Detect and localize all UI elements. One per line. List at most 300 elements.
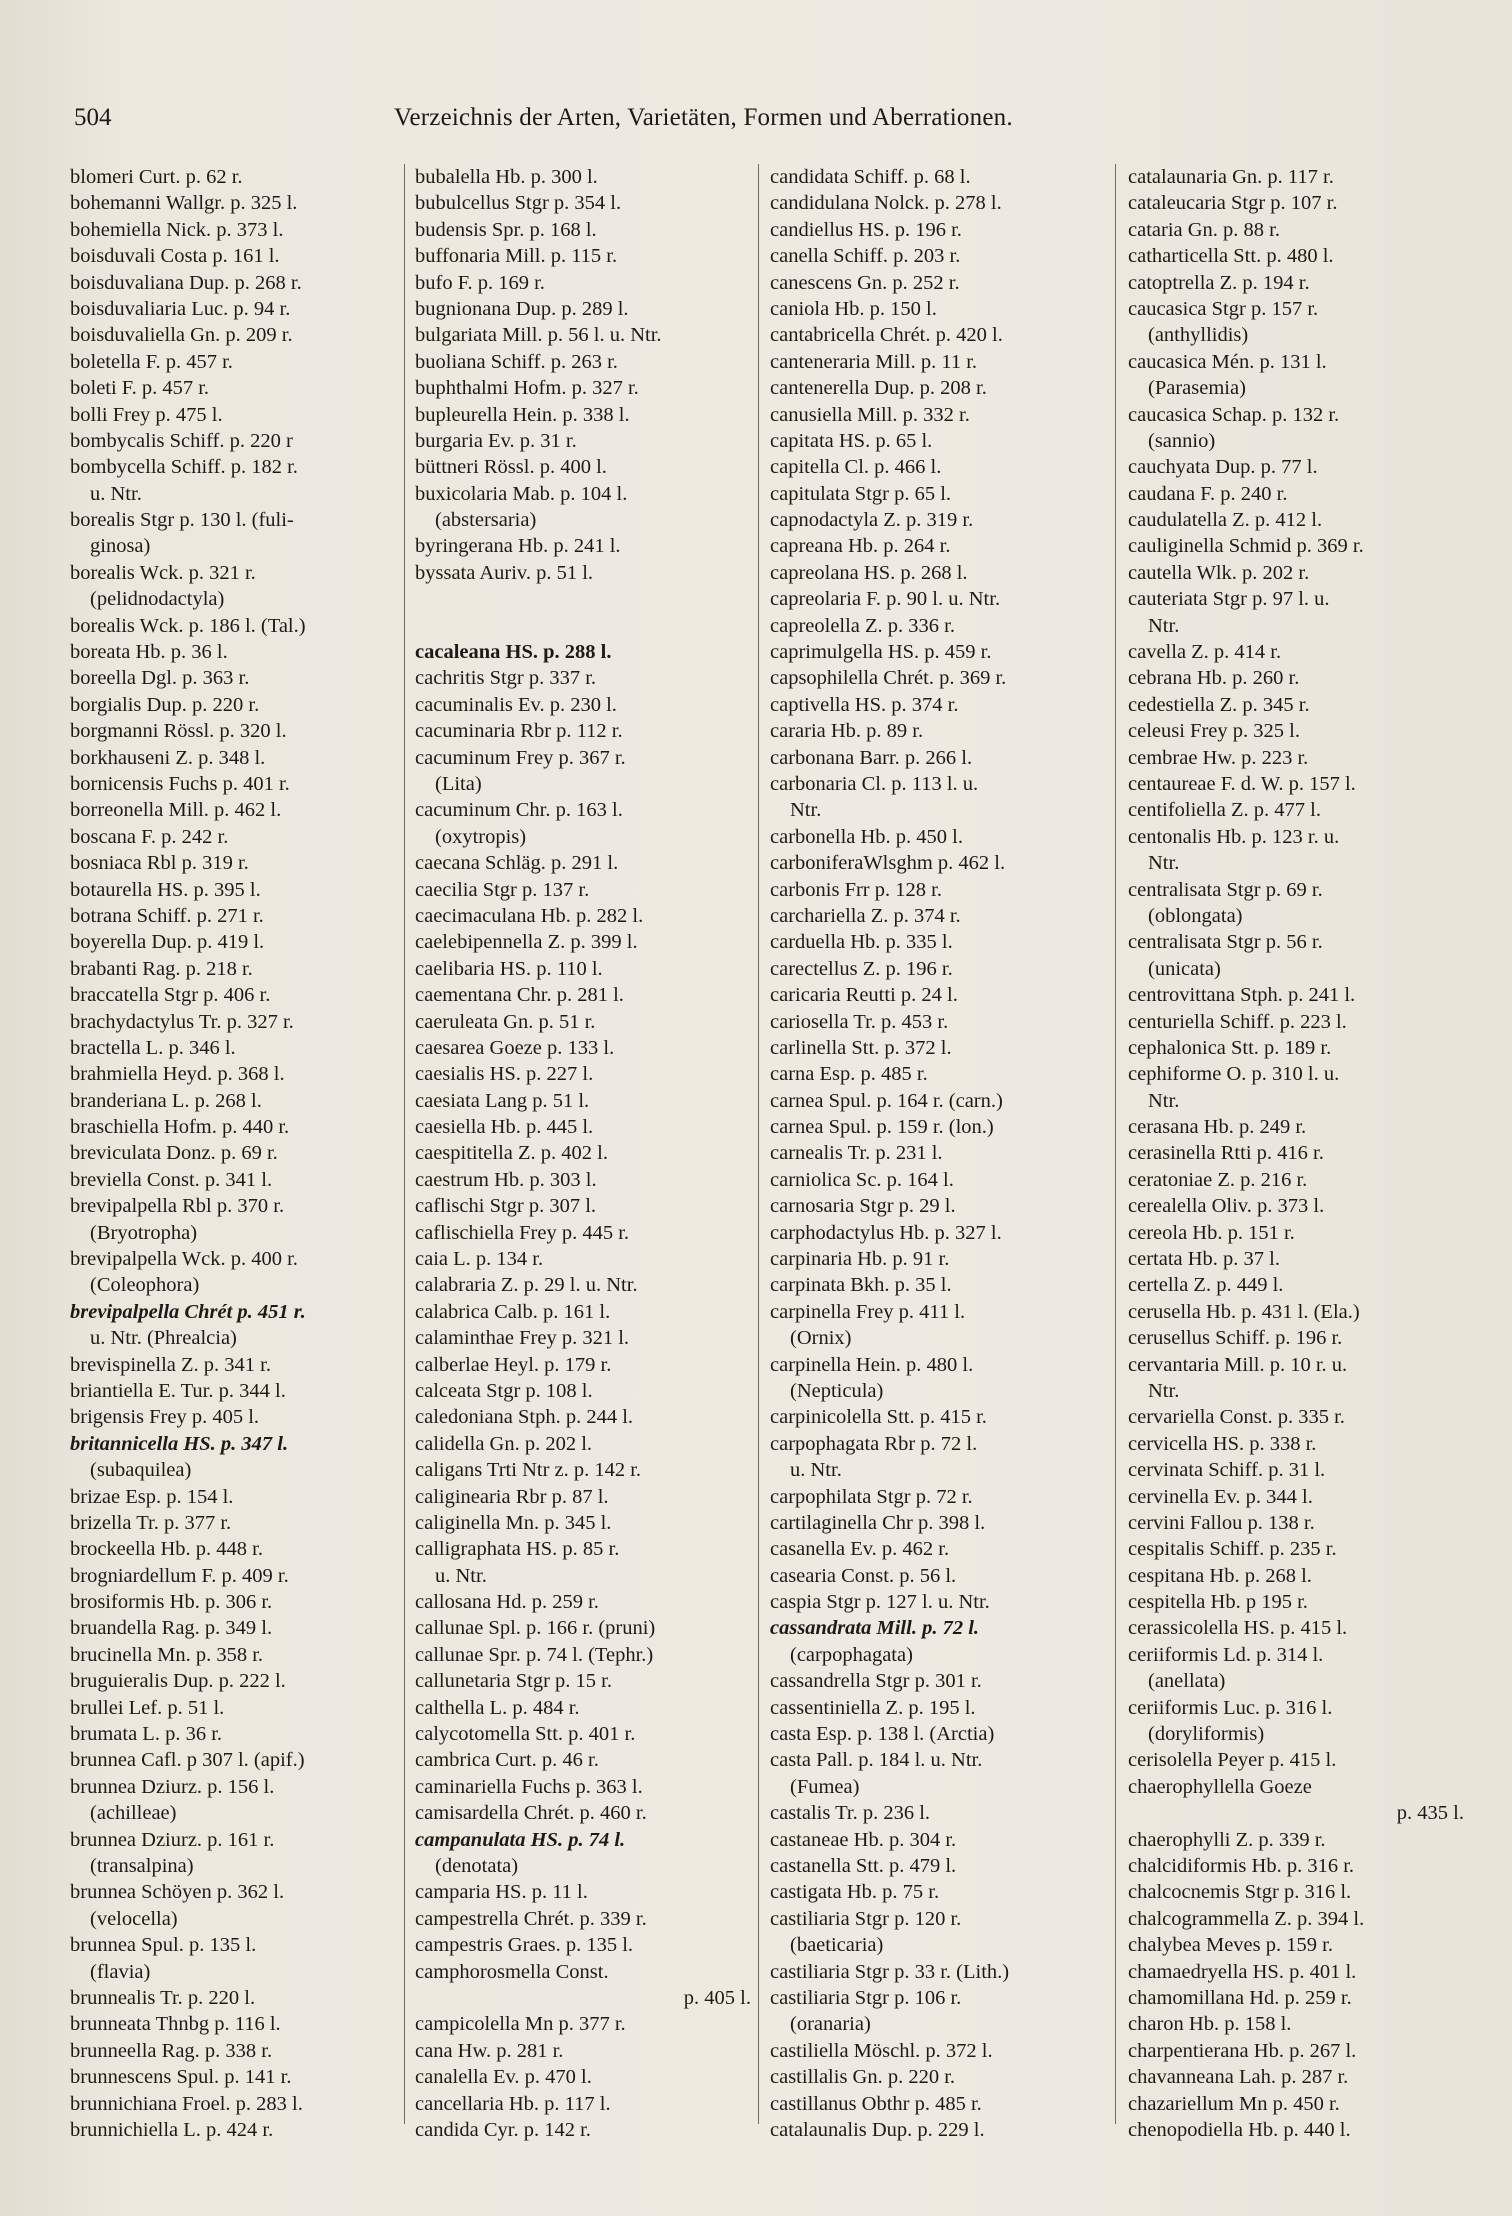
index-entry: capitella Cl. p. 466 l.	[770, 456, 942, 479]
index-entry: cerasana Hb. p. 249 r.	[1128, 1116, 1307, 1139]
index-entry: cachritis Stgr p. 337 r.	[415, 667, 597, 690]
index-entry: (oblongata)	[1148, 904, 1243, 927]
index-entry: brunnea Dziurz. p. 161 r.	[70, 1828, 275, 1851]
index-entry: chamomillana Hd. p. 259 r.	[1128, 1986, 1352, 2009]
index-entry: bulgariata Mill. p. 56 l. u. Ntr.	[415, 324, 662, 347]
index-entry: brunnea Dziurz. p. 156 l.	[70, 1775, 275, 1798]
index-column-2	[415, 164, 757, 2154]
index-entry: (flavia)	[90, 1960, 151, 1983]
index-entry: capreana Hb. p. 264 r.	[770, 535, 951, 558]
index-entry: caligineаria Rbr p. 87 l.	[415, 1485, 609, 1508]
index-entry: bornicensis Fuchs p. 401 r.	[70, 772, 290, 795]
index-entry: chalybea Meves p. 159 r.	[1128, 1934, 1333, 1957]
index-entry: Ntr.	[1148, 1379, 1180, 1402]
index-entry: cacuminalis Ev. p. 230 l.	[415, 693, 617, 716]
index-entry: canalella Ev. p. 470 l.	[415, 2066, 592, 2089]
index-entry: certella Z. p. 449 l.	[1128, 1274, 1284, 1297]
index-entry: caia L. p. 134 r.	[415, 1248, 544, 1271]
index-entry: carlinella Stt. p. 372 l.	[770, 1036, 952, 1059]
index-entry: cephiforme O. p. 310 l. u.	[1128, 1063, 1340, 1086]
index-entry: capitulata Stgr p. 65 l.	[770, 482, 952, 505]
index-entry: capitata HS. p. 65 l.	[770, 429, 933, 452]
index-entry: braschiella Hofm. p. 440 r.	[70, 1116, 290, 1139]
index-entry: callosana Hd. p. 259 r.	[415, 1591, 599, 1614]
index-entry: carbonis Frr p. 128 r.	[770, 878, 942, 901]
index-entry: caledoniana Stph. p. 244 l.	[415, 1406, 634, 1429]
index-entry: brizella Tr. p. 377 r.	[70, 1511, 232, 1534]
index-entry: brumata L. p. 36 r.	[70, 1723, 223, 1746]
blank-line	[415, 586, 757, 612]
index-entry: brevispinella Z. p. 341 r.	[70, 1353, 271, 1376]
index-entry: centralisata Stgr p. 69 r.	[1128, 878, 1323, 901]
index-entry: boisduvaliella Gn. p. 209 r.	[70, 324, 293, 347]
index-entry: boreella Dgl. p. 363 r.	[70, 667, 250, 690]
index-entry: brunnea Cafl. p 307 l. (apif.)	[70, 1749, 305, 1772]
index-entry: caudulatella Z. p. 412 l.	[1128, 509, 1323, 532]
index-entry: charon Hb. p. 158 l.	[1128, 2013, 1292, 2036]
index-entry: brevipalpella Chrét p. 451 r.	[70, 1300, 306, 1323]
index-entry: botaurella HS. p. 395 l.	[70, 878, 261, 901]
index-entry: cauliginella Schmid p. 369 r.	[1128, 535, 1364, 558]
index-entry: cespitella Hb. p 195 r.	[1128, 1591, 1308, 1614]
index-entry: cerusella Hb. p. 431 l. (Ela.)	[1128, 1300, 1360, 1323]
index-entry: braccatella Stgr p. 406 r.	[70, 984, 271, 1007]
index-entry: chalcocnemis Stgr p. 316 l.	[1128, 1881, 1352, 1904]
index-entry: caligans Trti Ntr z. p. 142 r.	[415, 1459, 642, 1482]
index-entry: castiliaria Stgr p. 120 r.	[770, 1907, 962, 1930]
index-entry: cantabricella Chrét. p. 420 l.	[770, 324, 1003, 347]
index-entry: cerusellus Schiff. p. 196 r.	[1128, 1327, 1343, 1350]
index-entry: breviella Const. p. 341 l.	[70, 1168, 273, 1191]
index-entry: carnea Spul. p. 159 r. (lon.)	[770, 1116, 994, 1139]
index-entry: callunetaria Stgr p. 15 r.	[415, 1670, 612, 1693]
index-entry: carniolica Sc. p. 164 l.	[770, 1168, 954, 1191]
page-header	[74, 100, 1454, 136]
index-entry: p. 405 l.	[683, 1986, 751, 2009]
index-entry: castillanus Obthr p. 485 r.	[770, 2092, 982, 2115]
index-entry: brucinella Mn. p. 358 r.	[70, 1643, 264, 1666]
index-entry: bruandella Rag. p. 349 l.	[70, 1617, 273, 1640]
index-entry: cacuminaria Rbr p. 112 r.	[415, 720, 623, 743]
index-entry: buxicolaria Mab. p. 104 l.	[415, 482, 628, 505]
page-title: Verzeichnis der Arten, Varietäten, Formen und Aberrationen.	[394, 104, 1013, 131]
index-entry: caesarea Goeze p. 133 l.	[415, 1036, 615, 1059]
index-entry: Ntr.	[1148, 1089, 1180, 1112]
index-entry: captivella HS. p. 374 r.	[770, 693, 959, 716]
index-entry: cartilaginella Chr p. 398 l.	[770, 1511, 986, 1534]
index-entry: callunae Spl. p. 166 r. (pruni)	[415, 1617, 656, 1640]
index-entry: cararia Hb. p. 89 r.	[770, 720, 924, 743]
index-entry: brunneata Thnbg p. 116 l.	[70, 2013, 281, 2036]
index-entry: caflischi Stgr p. 307 l.	[415, 1195, 597, 1218]
index-entry: centralisata Stgr p. 56 r.	[1128, 931, 1323, 954]
index-entry: chaerophyllella Goeze	[1128, 1775, 1312, 1798]
index-entry: bohemiella Nick. p. 373 l.	[70, 218, 284, 241]
index-entry: caementana Chr. p. 281 l.	[415, 984, 624, 1007]
index-entry: caelibaria HS. p. 110 l.	[415, 957, 603, 980]
index-entry: candida Cyr. p. 142 r.	[415, 2118, 591, 2141]
index-entry: brabanti Rag. p. 218 r.	[70, 957, 253, 980]
index-entry: boleti F. p. 457 r.	[70, 377, 210, 400]
index-entry: cana Hw. p. 281 r.	[415, 2039, 564, 2062]
index-entry: bombycella Schiff. p. 182 r.	[70, 456, 298, 479]
index-entry: britannicella HS. p. 347 l.	[70, 1432, 289, 1455]
index-entry: borkhauseni Z. p. 348 l.	[70, 746, 266, 769]
index-entry: buoliana Schiff. p. 263 r.	[415, 350, 618, 373]
index-entry: u. Ntr.	[790, 1459, 842, 1482]
index-entry: celeusi Frey p. 325 l.	[1128, 720, 1300, 743]
index-entry: cantenerella Dup. p. 208 r.	[770, 377, 987, 400]
index-entry: bohemanni Wallgr. p. 325 l.	[70, 192, 298, 215]
index-entry: castaneae Hb. p. 304 r.	[770, 1828, 957, 1851]
index-entry: boletella F. p. 457 r.	[70, 350, 233, 373]
index-entry: calberlae Heyl. p. 179 r.	[415, 1353, 612, 1376]
index-entry: brahmiella Heyd. p. 368 l.	[70, 1063, 285, 1086]
index-entry: cervini Fallou p. 138 r.	[1128, 1511, 1315, 1534]
index-entry: cespitalis Schiff. p. 235 r.	[1128, 1538, 1337, 1561]
index-entry: borealis Wck. p. 186 l. (Tal.)	[70, 614, 306, 637]
index-entry: carduella Hb. p. 335 l.	[770, 931, 953, 954]
index-entry: (denotata)	[435, 1855, 519, 1877]
index-entry: burgaria Ev. p. 31 r.	[415, 429, 577, 452]
index-entry: caesialis HS. p. 227 l.	[415, 1063, 594, 1086]
index-entry: p. 435 l.	[1396, 1802, 1464, 1825]
index-entry: bombycalis Schiff. p. 220 r	[70, 429, 293, 452]
index-entry: carpinella Hein. p. 480 l.	[770, 1353, 974, 1376]
index-entry: boisduvaliana Dup. p. 268 r.	[70, 271, 302, 294]
index-entry: (anthyllidis)	[1148, 324, 1249, 347]
index-entry: boscana F. p. 242 r.	[70, 825, 229, 848]
index-entry: campestrella Chrét. p. 339 r.	[415, 1907, 647, 1930]
index-entry: cerassicolella HS. p. 415 l.	[1128, 1617, 1348, 1640]
index-entry: castiliella Möschl. p. 372 l.	[770, 2039, 993, 2062]
index-entry: calthella L. p. 484 r.	[415, 1696, 580, 1719]
index-entry: centifoliella Z. p. 477 l.	[1128, 799, 1321, 822]
index-entry: cervicella HS. p. 338 r.	[1128, 1432, 1317, 1455]
index-entry: cacuminum Chr. p. 163 l.	[415, 799, 623, 822]
index-entry: brunnea Spul. p. 135 l.	[70, 1934, 257, 1957]
index-entry: catharticella Stt. p. 480 l.	[1128, 245, 1334, 268]
index-entry: (oranaria)	[790, 2013, 871, 2036]
index-entry: campestris Graes. p. 135 l.	[415, 1934, 634, 1957]
index-entry: brunnealis Tr. p. 220 l.	[70, 1986, 256, 2009]
index-entry: borealis Wck. p. 321 r.	[70, 561, 256, 584]
index-column-4	[1128, 164, 1470, 2154]
index-entry: caecimaculana Hb. p. 282 l.	[415, 904, 644, 927]
index-entry: cephalonica Stt. p. 189 r.	[1128, 1036, 1332, 1059]
index-entry: catalaunaria Gn. p. 117 r.	[1128, 166, 1334, 188]
index-entry: capreolella Z. p. 336 r.	[770, 614, 956, 637]
index-entry: caricaria Reutti p. 24 l.	[770, 984, 958, 1007]
index-entry: charpentierana Hb. p. 267 l.	[1128, 2039, 1357, 2062]
index-entry: caesiata Lang p. 51 l.	[415, 1089, 590, 1112]
index-entry: casta Esp. p. 138 l. (Arctia)	[770, 1723, 995, 1746]
index-entry: cervariella Const. p. 335 r.	[1128, 1406, 1345, 1429]
index-entry: canusiella Mill. p. 332 r.	[770, 403, 970, 426]
index-entry: byringerana Hb. p. 241 l.	[415, 535, 621, 558]
index-entry: cerasinella Rtti p. 416 r.	[1128, 1142, 1324, 1165]
index-entry: castiliaria Stgr p. 33 r. (Lith.)	[770, 1960, 1010, 1983]
index-entry: carpinaria Hb. p. 91 r.	[770, 1248, 950, 1271]
index-entry: castiliaria Stgr p. 106 r.	[770, 1986, 962, 2009]
index-entry: brunneella Rag. p. 338 r.	[70, 2039, 273, 2062]
index-entry: cautella Wlk. p. 202 r.	[1128, 561, 1310, 584]
index-entry: carectellus Z. p. 196 r.	[770, 957, 953, 980]
index-column-1	[70, 164, 412, 2154]
index-entry: candidata Schiff. p. 68 l.	[770, 166, 971, 188]
index-entry: cancellaria Hb. p. 117 l.	[415, 2092, 611, 2115]
index-entry: (baeticaria)	[790, 1934, 884, 1957]
index-entry: campicolella Mn p. 377 r.	[415, 2013, 626, 2036]
column-divider	[758, 164, 759, 2124]
index-entry: (unicata)	[1148, 957, 1221, 980]
index-entry: caudana F. p. 240 r.	[1128, 482, 1288, 505]
index-entry: boyerella Dup. p. 419 l.	[70, 931, 265, 954]
index-entry: centonalis Hb. p. 123 r. u.	[1128, 825, 1340, 848]
index-entry: calabrica Calb. p. 161 l.	[415, 1300, 611, 1323]
index-entry: caesiella Hb. p. 445 l.	[415, 1116, 594, 1139]
index-entry: blomeri Curt. p. 62 r.	[70, 166, 243, 188]
index-entry: ceratoniae Z. p. 216 r.	[1128, 1168, 1308, 1191]
index-entry: bubulcellus Stgr p. 354 l.	[415, 192, 622, 215]
index-entry: carnealis Tr. p. 231 l.	[770, 1142, 943, 1165]
index-entry: (Parasemia)	[1148, 377, 1246, 400]
index-entry: certata Hb. p. 37 l.	[1128, 1248, 1280, 1271]
index-entry: bolli Frey p. 475 l.	[70, 403, 223, 426]
index-entry: carboniferaWlsghm p. 462 l.	[770, 852, 1006, 875]
index-entry: caelebipennella Z. p. 399 l.	[415, 931, 638, 954]
index-entry: brunnescens Spul. p. 141 r.	[70, 2066, 292, 2089]
index-entry: calaminthae Frey p. 321 l.	[415, 1327, 630, 1350]
index-entry: cacaleana HS. p. 288 l.	[415, 641, 612, 664]
index-entry: branderiana L. p. 268 l.	[70, 1089, 262, 1112]
index-entry: brosiformis Hb. p. 306 r.	[70, 1591, 273, 1614]
index-entry: canteneraria Mill. p. 11 r.	[770, 350, 978, 373]
index-column-3	[770, 164, 1112, 2154]
index-entry: calceata Stgr p. 108 l.	[415, 1379, 593, 1402]
index-entry: cassandrella Stgr p. 301 r.	[770, 1670, 982, 1693]
index-entry: cereola Hb. p. 151 r.	[1128, 1221, 1295, 1244]
index-entry: cavella Z. p. 414 r.	[1128, 641, 1282, 664]
index-entry: carpinicolella Stt. p. 415 r.	[770, 1406, 987, 1429]
index-entry: chamaedryella HS. p. 401 l.	[1128, 1960, 1357, 1983]
index-entry: caminariella Fuchs p. 363 l.	[415, 1775, 643, 1798]
index-entry: (Ornix)	[790, 1327, 852, 1350]
index-entry: carbonella Hb. p. 450 l.	[770, 825, 963, 848]
index-entry: boisduvali Costa p. 161 l.	[70, 245, 280, 268]
index-entry: u. Ntr.	[435, 1564, 487, 1587]
index-entry: cebrana Hb. p. 260 r.	[1128, 667, 1300, 690]
index-entry: (achilleae)	[90, 1802, 177, 1825]
index-entry: (abstersaria)	[435, 509, 537, 532]
index-entry: brigensis Frey p. 405 l.	[70, 1406, 260, 1429]
index-entry: budensis Spr. p. 168 l.	[415, 218, 597, 241]
index-entry: chalcogrammella Z. p. 394 l.	[1128, 1907, 1365, 1930]
index-entry: (Lita)	[435, 772, 482, 795]
index-entry: borgmanni Rössl. p. 320 l.	[70, 720, 287, 743]
index-entry: casanella Ev. p. 462 r.	[770, 1538, 950, 1561]
index-entry: brogniardellum F. p. 409 r.	[70, 1564, 289, 1587]
index-entry: cauteriata Stgr p. 97 l. u.	[1128, 588, 1330, 611]
index-entry: caucasica Schap. p. 132 r.	[1128, 403, 1340, 426]
blank-line	[415, 613, 757, 639]
index-entry: canescens Gn. p. 252 r.	[770, 271, 960, 294]
index-entry: botrana Schiff. p. 271 r.	[70, 904, 264, 927]
index-entry: boisduvaliaria Luc. p. 94 r.	[70, 297, 291, 320]
index-entry: Ntr.	[1148, 852, 1180, 875]
page-number: 504	[74, 104, 112, 131]
index-entry: (anellata)	[1148, 1670, 1226, 1693]
index-entry: cervinata Schiff. p. 31 l.	[1128, 1459, 1326, 1482]
index-entry: bufo F. p. 169 r.	[415, 271, 545, 294]
index-entry: caflischiella Frey p. 445 r.	[415, 1221, 630, 1244]
index-entry: bupleurella Hein. p. 338 l.	[415, 403, 630, 426]
index-entry: carbonana Barr. p. 266 l.	[770, 746, 973, 769]
index-entry: caucasica Mén. p. 131 l.	[1128, 350, 1327, 373]
index-entry: cerealella Oliv. p. 373 l.	[1128, 1195, 1325, 1218]
index-entry: carchariella Z. p. 374 r.	[770, 904, 961, 927]
index-entry: (pelidnodactyla)	[90, 588, 225, 611]
index-entry: bugnionana Dup. p. 289 l.	[415, 297, 629, 320]
index-entry: caecana Schläg. p. 291 l.	[415, 852, 619, 875]
index-entry: caucasica Stgr p. 157 r.	[1128, 297, 1319, 320]
index-entry: caliginella Mn. p. 345 l.	[415, 1511, 612, 1534]
index-entry: calligraphata HS. p. 85 r.	[415, 1538, 620, 1561]
index-entry: brevipalpella Rbl p. 370 r.	[70, 1195, 285, 1218]
index-entry: (carpophagata)	[790, 1643, 913, 1666]
index-entry: centrovittana Stph. p. 241 l.	[1128, 984, 1356, 1007]
index-entry: catalaunalis Dup. p. 229 l.	[770, 2118, 985, 2141]
index-entry: castanella Stt. p. 479 l.	[770, 1855, 957, 1877]
index-entry: brachydactylus Tr. p. 327 r.	[70, 1010, 294, 1033]
index-entry: casta Pall. p. 184 l. u. Ntr.	[770, 1749, 983, 1772]
index-entry: borealis Stgr p. 130 l. (fuli-	[70, 509, 294, 532]
index-entry: buffonaria Mill. p. 115 r.	[415, 245, 618, 268]
index-entry: candiellus HS. p. 196 r.	[770, 218, 962, 241]
index-entry: caestrum Hb. p. 303 l.	[415, 1168, 597, 1191]
index-entry: (velocella)	[90, 1907, 178, 1930]
index-entry: büttneri Rössl. p. 400 l.	[415, 456, 607, 479]
index-entry: caspia Stgr p. 127 l. u. Ntr.	[770, 1591, 990, 1614]
index-entry: candidulana Nolck. p. 278 l.	[770, 192, 1002, 215]
index-entry: byssata Auriv. p. 51 l.	[415, 561, 594, 584]
index-entry: caecilia Stgr p. 137 r.	[415, 878, 590, 901]
index-entry: cariosella Tr. p. 453 r.	[770, 1010, 949, 1033]
index-entry: cauchyata Dup. p. 77 l.	[1128, 456, 1318, 479]
index-entry: (doryliformis)	[1148, 1723, 1265, 1746]
index-entry: callunae Spr. p. 74 l. (Tephr.)	[415, 1643, 654, 1666]
index-entry: ginosa)	[90, 535, 151, 558]
index-entry: calidella Gn. p. 202 l.	[415, 1432, 593, 1455]
index-entry: brunnea Schöyen p. 362 l.	[70, 1881, 285, 1904]
index-entry: Ntr.	[1148, 614, 1180, 637]
index-entry: borgialis Dup. p. 220 r.	[70, 693, 260, 716]
index-entry: bractella L. p. 346 l.	[70, 1036, 236, 1059]
index-entry: Ntr.	[790, 799, 822, 822]
index-entry: (sannio)	[1148, 429, 1216, 452]
index-entry: breviculata Donz. p. 69 r.	[70, 1142, 278, 1165]
index-entry: cassentiniella Z. p. 195 l.	[770, 1696, 976, 1719]
index-entry: casearia Const. p. 56 l.	[770, 1564, 957, 1587]
index-entry: camphorosmella Const.	[415, 1960, 609, 1983]
index-entry: bubalella Hb. p. 300 l.	[415, 166, 598, 188]
index-entry: capreolaria F. p. 90 l. u. Ntr.	[770, 588, 1001, 611]
index-entry: (Coleophora)	[90, 1274, 200, 1297]
index-entry: carpophagata Rbr p. 72 l.	[770, 1432, 978, 1455]
index-entry: carnosaria Stgr p. 29 l.	[770, 1195, 956, 1218]
index-entry: boreata Hb. p. 36 l.	[70, 641, 228, 664]
index-entry: brullei Lef. p. 51 l.	[70, 1696, 225, 1719]
index-entry: cespitana Hb. p. 268 l.	[1128, 1564, 1312, 1587]
index-entry: brizae Esp. p. 154 l.	[70, 1485, 234, 1508]
index-entry: carnea Spul. p. 164 r. (carn.)	[770, 1089, 1003, 1112]
index-entry: cervinella Ev. p. 344 l.	[1128, 1485, 1313, 1508]
index-entry: carphodactylus Hb. p. 327 l.	[770, 1221, 1002, 1244]
index-entry: cerisolella Peyer p. 415 l.	[1128, 1749, 1337, 1772]
index-entry: castalis Tr. p. 236 l.	[770, 1802, 931, 1825]
index-entry: centaureae F. d. W. p. 157 l.	[1128, 772, 1356, 795]
index-entry: catoptrella Z. p. 194 r.	[1128, 271, 1310, 294]
index-entry: brunnichiana Froel. p. 283 l.	[70, 2092, 303, 2115]
index-entry: borreonella Mill. p. 462 l.	[70, 799, 282, 822]
index-entry: campanulata HS. p. 74 l.	[415, 1828, 626, 1851]
index-entry: cervantaria Mill. p. 10 r. u.	[1128, 1353, 1348, 1376]
index-entry: capsophilella Chrét. p. 369 r.	[770, 667, 1007, 690]
index-entry: briantiella E. Tur. p. 344 l.	[70, 1379, 286, 1402]
index-entry: u. Ntr.	[90, 482, 142, 505]
index-entry: brevipalpella Wck. p. 400 r.	[70, 1248, 298, 1271]
index-entry: carpophilata Stgr p. 72 r.	[770, 1485, 973, 1508]
index-entry: calabraria Z. p. 29 l. u. Ntr.	[415, 1274, 638, 1297]
index-entry: carpinella Frey p. 411 l.	[770, 1300, 966, 1323]
index-entry: cataleucaria Stgr p. 107 r.	[1128, 192, 1338, 215]
index-entry: ceriiformis Luc. p. 316 l.	[1128, 1696, 1333, 1719]
index-entry: capnodactyla Z. p. 319 r.	[770, 509, 974, 532]
index-entry: cembrae Hw. p. 223 r.	[1128, 746, 1309, 769]
index-entry: camisardella Chrét. p. 460 r.	[415, 1802, 647, 1825]
index-entry: chazariellum Mn p. 450 r.	[1128, 2092, 1340, 2115]
index-entry: camparia HS. p. 11 l.	[415, 1881, 588, 1904]
index-entry: brunnichiella L. p. 424 r.	[70, 2118, 274, 2141]
index-entry: u. Ntr. (Phrealcia)	[90, 1327, 237, 1350]
index-entry: chaerophylli Z. p. 339 r.	[1128, 1828, 1326, 1851]
index-entry: carpinata Bkh. p. 35 l.	[770, 1274, 952, 1297]
index-entry: castigata Hb. p. 75 r.	[770, 1881, 940, 1904]
index-entry: (Fumea)	[790, 1775, 860, 1798]
index-entry: brockeella Hb. p. 448 r.	[70, 1538, 263, 1561]
index-entry: canella Schiff. p. 203 r.	[770, 245, 961, 268]
index-entry: chavanneana Lah. p. 287 r.	[1128, 2066, 1349, 2089]
index-entry: buphthalmi Hofm. p. 327 r.	[415, 377, 639, 400]
index-entry: ceriiformis Ld. p. 314 l.	[1128, 1643, 1324, 1666]
index-entry: caniola Hb. p. 150 l.	[770, 297, 937, 320]
index-entry: cacuminum Frey p. 367 r.	[415, 746, 626, 769]
index-entry: cassandrata Mill. p. 72 l.	[770, 1617, 980, 1640]
index-entry: centuriella Schiff. p. 223 l.	[1128, 1010, 1347, 1033]
index-entry: caprimulgella HS. p. 459 r.	[770, 641, 992, 664]
index-entry: caespititella Z. p. 402 l.	[415, 1142, 608, 1165]
index-entry: calycotomella Stt. p. 401 r.	[415, 1723, 636, 1746]
index-entry: castillalis Gn. p. 220 r.	[770, 2066, 956, 2089]
index-entry: cataria Gn. p. 88 r.	[1128, 218, 1280, 241]
index-entry: (oxytropis)	[435, 825, 527, 848]
index-entry: (Nepticula)	[790, 1379, 884, 1402]
index-entry: carbonaria Cl. p. 113 l. u.	[770, 772, 979, 795]
index-entry: (transalpina)	[90, 1855, 194, 1877]
index-entry: bosniaca Rbl p. 319 r.	[70, 852, 249, 875]
index-entry: capreolana HS. p. 268 l.	[770, 561, 968, 584]
column-divider	[1115, 164, 1116, 2124]
